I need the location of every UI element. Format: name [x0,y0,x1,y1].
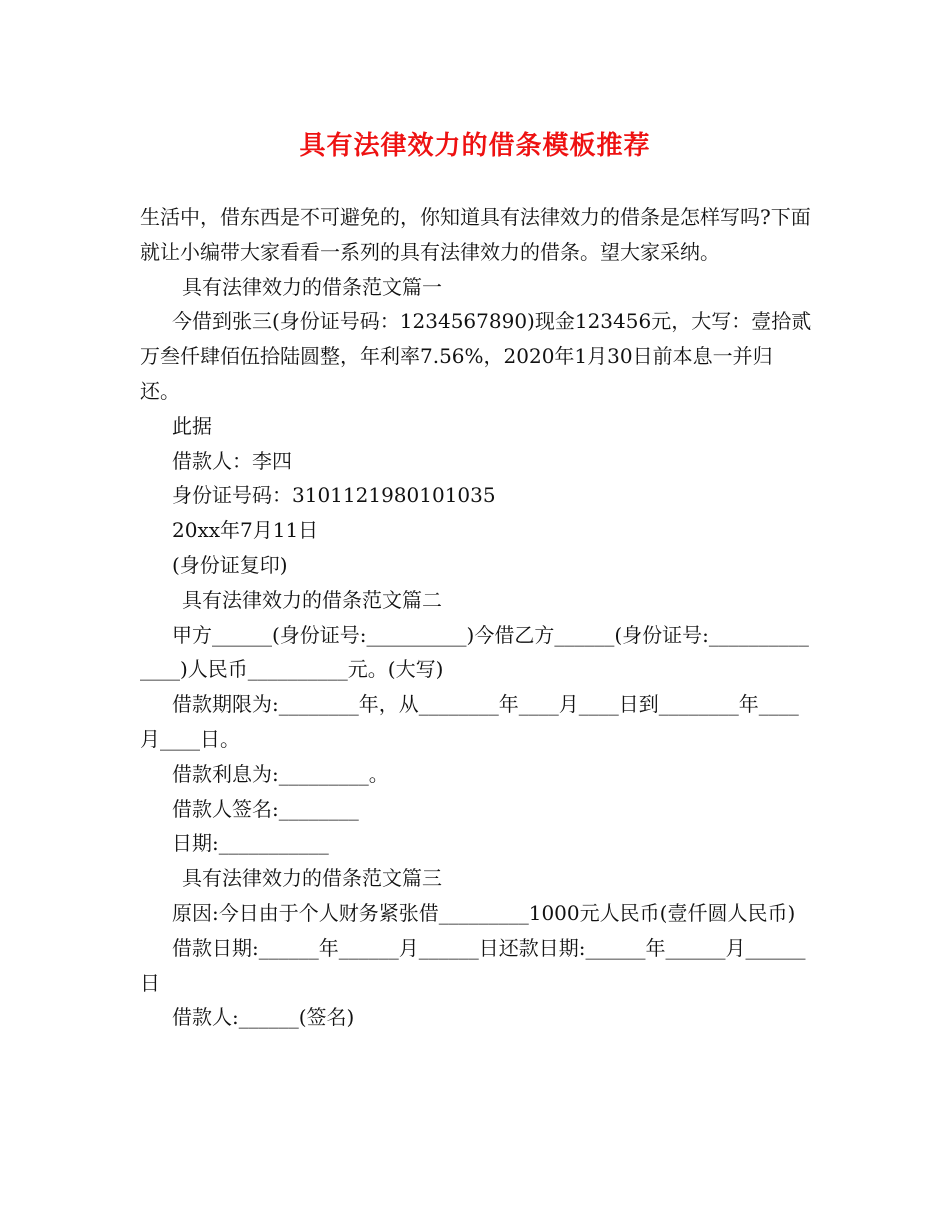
paragraph: 借款利息为:_________。 [172,761,389,786]
paragraph: 借款人:______(签名) [172,1005,355,1030]
paragraph: 甲方______(身份证号:__________)今借乙方______(身份证号:______________)人民币__________元。(大写) [140,622,809,682]
paragraph: 原因:今日由于个人财务紧张借_________1000元人民币(壹仟圆人民币) [172,900,796,925]
paragraph: 此据 [172,413,212,438]
paragraph: 借款日期:______年______月______日还款日期:______年______月______日 [140,935,806,995]
document-body [140,200,812,1035]
paragraph: 身份证号码：3101121980101035 [172,483,496,508]
paragraph: (身份证复印) [172,552,288,577]
document-title: 具有法律效力的借条模板推荐 [299,131,651,161]
paragraph: 借款人：李四 [172,448,292,473]
paragraph: 具有法律效力的借条范文篇三 [182,866,442,891]
paragraph: 借款期限为:________年，从________年____月____日到________年____月____日。 [140,692,799,751]
paragraph: 借款人签名:________ [172,796,359,821]
paragraph: 具有法律效力的借条范文篇二 [182,587,442,612]
paragraph: 20xx年7月11日 [172,518,319,543]
paragraph: 日期:___________ [172,831,329,856]
paragraph: 生活中，借东西是不可避免的，你知道具有法律效力的借条是怎样写吗?下面就让小编带大家看看一系列的具有法律效力的借条。望大家采纳。 [140,205,811,264]
paragraph: 今借到张三(身份证号码：1234567890)现金123456元，大写：壹拾贰万叁仟肆佰伍拾陆圆整，年利率7.56%，2020年1月30日前本息一并归还。 [140,309,812,403]
paragraph: 具有法律效力的借条范文篇一 [182,274,442,299]
